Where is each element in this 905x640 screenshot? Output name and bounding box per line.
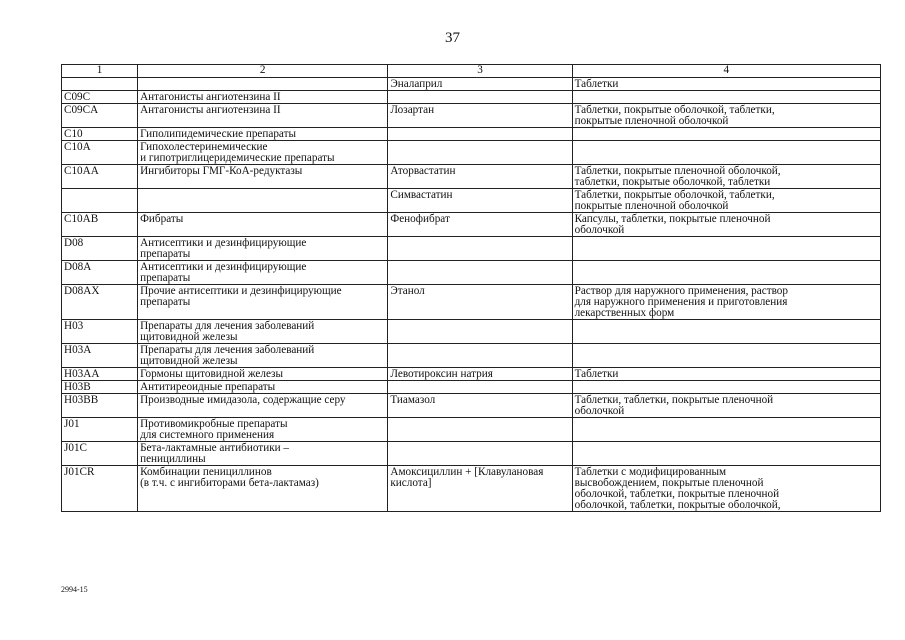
table-row [62,165,881,189]
dosage-form-cell: Таблетки, таблетки, покрытые пленочной оболочкой [572,394,880,418]
drug-name-cell: Симвастатин [388,189,572,213]
drug-name-cell [388,442,572,466]
dosage-form-cell [572,128,880,141]
group-name-cell: Производные имидазола, содержащие серу [138,394,388,418]
column-number-3: 3 [388,65,572,78]
dosage-form-cell: Капсулы, таблетки, покрытые пленочной оболочкой [572,213,880,237]
column-number-1: 1 [62,65,138,78]
drug-name-cell: Левотироксин натрия [388,368,572,381]
group-name-cell [138,78,388,91]
atc-code-cell: D08A [62,261,138,285]
drug-name-cell: Лозартан [388,104,572,128]
drug-name-cell [388,344,572,368]
drug-name-cell: Фенофибрат [388,213,572,237]
dosage-form-cell: Таблетки, покрытые оболочкой, таблетки, покрытые пленочной оболочкой [572,189,880,213]
atc-code-cell: C09CA [62,104,138,128]
atc-code-cell: D08AX [62,285,138,320]
table-row [62,466,881,512]
table-row [62,285,881,320]
page-number: 37 [445,30,460,46]
group-name-cell: Противомикробные препараты для системного применения [138,418,388,442]
dosage-form-cell [572,237,880,261]
group-name-cell: Комбинации пенициллинов (в т.ч. с ингибиторами бета-лактамаз) [138,466,388,512]
table-row [62,104,881,128]
atc-code-cell: J01CR [62,466,138,512]
column-number-4: 4 [572,65,880,78]
table-row [62,418,881,442]
drug-name-cell: Тиамазол [388,394,572,418]
table-row [62,320,881,344]
dosage-form-cell: Раствор для наружного применения, раствор для наружного применения и приготовления лекарственных форм [572,285,880,320]
group-name-cell: Гормоны щитовидной железы [138,368,388,381]
atc-code-cell [62,78,138,91]
table-row [62,394,881,418]
dosage-form-cell: Таблетки [572,368,880,381]
group-name-cell: Прочие антисептики и дезинфицирующие препараты [138,285,388,320]
group-name-cell: Антитиреоидные препараты [138,381,388,394]
group-name-cell: Антисептики и дезинфицирующие препараты [138,237,388,261]
dosage-form-cell [572,261,880,285]
dosage-form-cell [572,418,880,442]
atc-code-cell: H03 [62,320,138,344]
dosage-form-cell [572,320,880,344]
atc-code-cell: C10 [62,128,138,141]
atc-code-cell: H03B [62,381,138,394]
group-name-cell: Гипохолестеринемические и гипотриглицеридемические препараты [138,141,388,165]
group-name-cell: Препараты для лечения заболеваний щитовидной железы [138,320,388,344]
group-name-cell [138,189,388,213]
atc-code-cell: H03AA [62,368,138,381]
atc-code-cell: C10A [62,141,138,165]
group-name-cell: Антагонисты ангиотензина II [138,91,388,104]
table-row [62,141,881,165]
drug-name-cell [388,320,572,344]
table-row [62,237,881,261]
dosage-form-cell: Таблетки [572,78,880,91]
table-row [62,128,881,141]
drug-name-cell [388,261,572,285]
table-row [62,442,881,466]
drug-name-cell [388,418,572,442]
table-row [62,213,881,237]
atc-code-cell: H03A [62,344,138,368]
atc-code-cell: J01C [62,442,138,466]
dosage-form-cell: Таблетки с модифицированным высвобождением, покрытые пленочной оболочкой, таблетки, покрытые пленочной оболочкой, таблетки, покрытые оболочкой, [572,466,880,512]
atc-code-cell: D08 [62,237,138,261]
dosage-form-cell: Таблетки, покрытые оболочкой, таблетки, покрытые пленочной оболочкой [572,104,880,128]
atc-code-cell: C10AA [62,165,138,189]
group-name-cell: Фибраты [138,213,388,237]
group-name-cell: Гиполипидемические препараты [138,128,388,141]
group-name-cell: Антагонисты ангиотензина II [138,104,388,128]
dosage-form-cell [572,91,880,104]
atc-code-cell: H03BB [62,394,138,418]
drug-name-cell: Эналаприл [388,78,572,91]
dosage-form-cell [572,141,880,165]
atc-code-cell: C10AB [62,213,138,237]
atc-code-cell: C09C [62,91,138,104]
table-row [62,381,881,394]
drug-name-cell: Амоксициллин + [Клавулановая кислота] [388,466,572,512]
drug-name-cell [388,237,572,261]
atc-code-cell: J01 [62,418,138,442]
group-name-cell: Антисептики и дезинфицирующие препараты [138,261,388,285]
drug-name-cell: Аторвастатин [388,165,572,189]
group-name-cell: Препараты для лечения заболеваний щитовидной железы [138,344,388,368]
dosage-form-cell [572,381,880,394]
table-row [62,368,881,381]
dosage-form-cell [572,344,880,368]
column-number-2: 2 [138,65,388,78]
group-name-cell: Ингибиторы ГМГ-КоА-редуктазы [138,165,388,189]
drug-name-cell [388,141,572,165]
drug-name-cell: Этанол [388,285,572,320]
dosage-form-cell [572,442,880,466]
drug-name-cell [388,128,572,141]
table-header-row [62,65,881,78]
table-row [62,344,881,368]
group-name-cell: Бета-лактамные антибиотики – пенициллины [138,442,388,466]
table-row [62,261,881,285]
table-row [62,189,881,213]
document-code: 2994-15 [61,585,88,594]
drug-name-cell [388,91,572,104]
atc-code-cell [62,189,138,213]
drug-name-cell [388,381,572,394]
dosage-form-cell: Таблетки, покрытые пленочной оболочкой, таблетки, покрытые оболочкой, таблетки [572,165,880,189]
table-row [62,78,881,91]
drug-list-table [61,64,881,512]
table-row [62,91,881,104]
